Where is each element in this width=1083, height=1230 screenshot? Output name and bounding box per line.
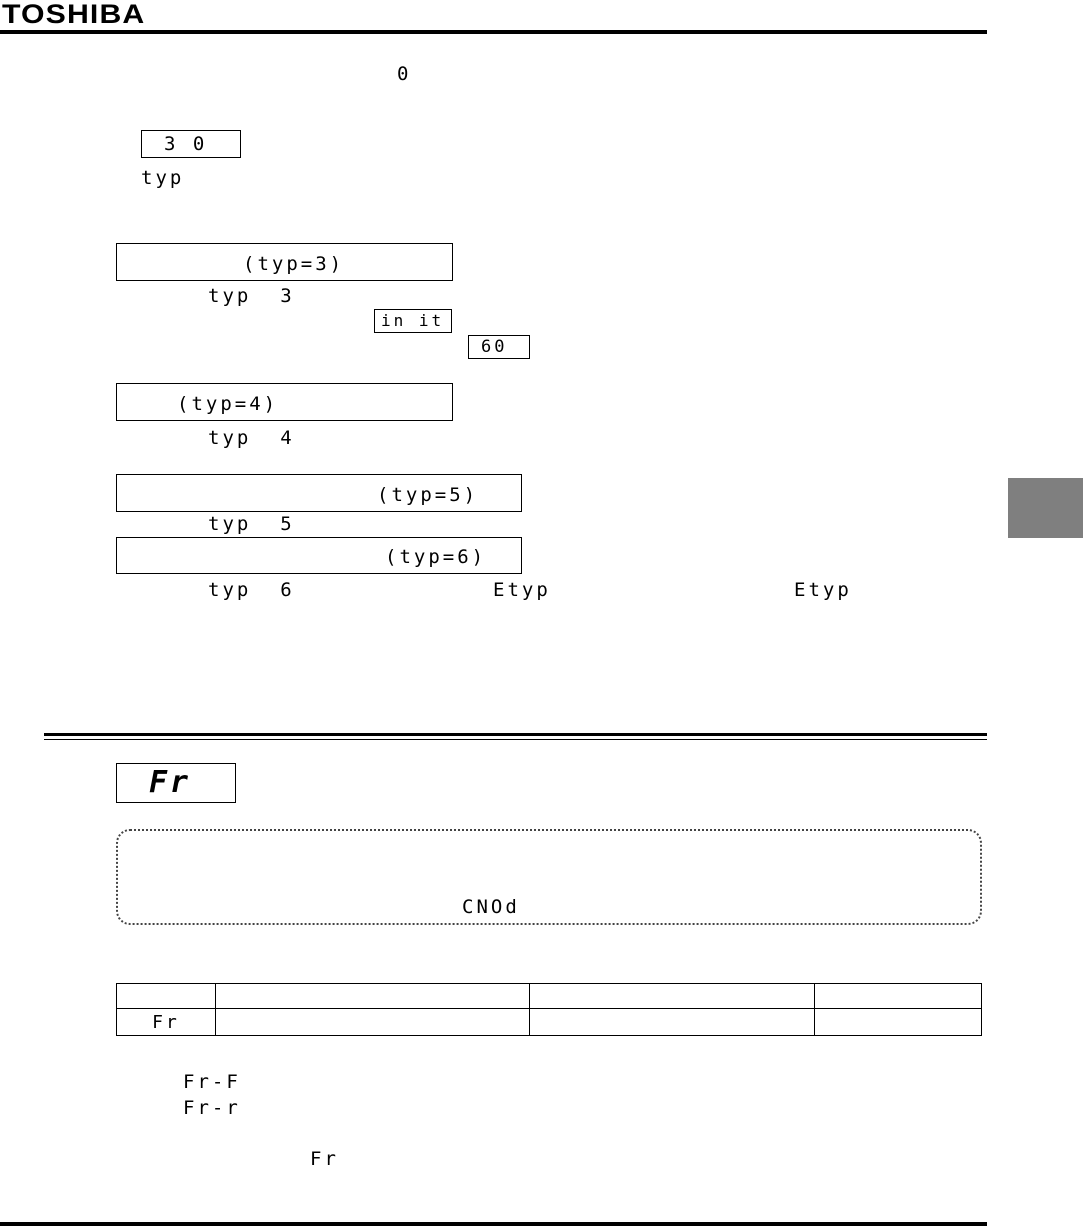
- table-header-cell: [530, 984, 815, 1009]
- table-row: [117, 1009, 982, 1036]
- fr-title-box: Fr: [116, 763, 236, 803]
- section-rule-thick: [44, 733, 987, 736]
- table-header-cell: [117, 984, 216, 1009]
- table-header-cell: [815, 984, 982, 1009]
- typ6-line: typ 6: [208, 579, 295, 601]
- table-cell: [815, 1009, 982, 1036]
- display-zero: 0: [397, 63, 412, 85]
- table-header-row: [117, 984, 982, 1009]
- display-fr-f: Fr-F: [183, 1071, 241, 1093]
- display-fr-last: Fr: [310, 1148, 339, 1170]
- display-typ: typ: [141, 167, 185, 189]
- typ4-line: typ 4: [208, 427, 295, 449]
- table-header-cell: [216, 984, 530, 1009]
- table-cell: [530, 1009, 815, 1036]
- display-init-box: in it: [374, 309, 452, 333]
- chapter-tab: [1008, 478, 1083, 538]
- typ4-box: [116, 383, 453, 421]
- note-box: [116, 829, 982, 925]
- display-etyp-a: Etyp: [493, 579, 551, 601]
- display-thirty-box: 3 0: [141, 130, 241, 158]
- header-rule: [0, 30, 987, 34]
- footer-rule: [0, 1222, 987, 1226]
- typ3-box: [116, 243, 453, 281]
- toshiba-logo: TOSHIBA: [2, 0, 146, 29]
- typ4-box-label: (typ=4): [177, 393, 279, 415]
- typ5-box-label: (typ=5): [377, 484, 479, 506]
- section-rule-thin: [44, 739, 987, 740]
- typ6-box-label: (typ=6): [385, 546, 487, 568]
- typ5-line: typ 5: [208, 513, 295, 535]
- typ3-line: typ 3: [208, 285, 295, 307]
- display-etyp-b: Etyp: [794, 579, 852, 601]
- table-cell-title: Fr: [117, 1009, 216, 1036]
- display-fr-r: Fr-r: [183, 1097, 241, 1119]
- typ3-box-label: (typ=3): [243, 253, 345, 275]
- typ5-box: [116, 474, 522, 512]
- typ6-box: [116, 537, 522, 574]
- table-cell: [216, 1009, 530, 1036]
- display-sixty-box: 60: [468, 335, 530, 359]
- display-cnod: CNOd: [462, 896, 520, 918]
- parameter-table: [116, 983, 982, 1036]
